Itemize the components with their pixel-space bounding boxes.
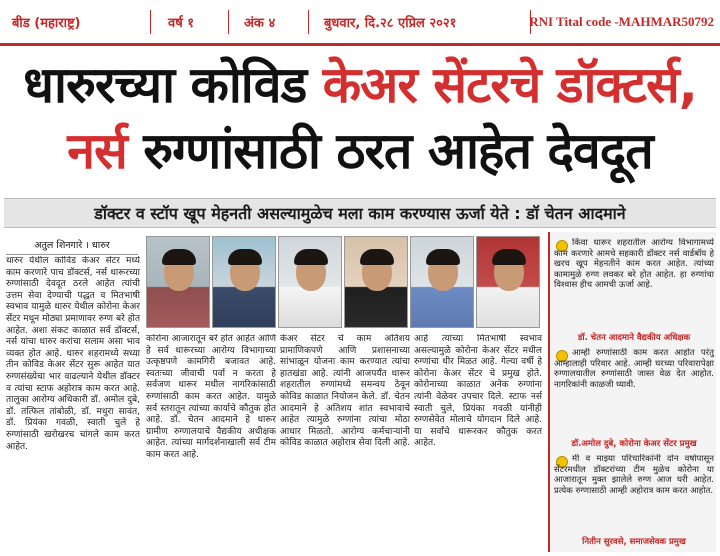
quote-text-1: किंवा धारूर शहरातील आरोग्य विभागामध्ये काम करणारे आमचे सहकारी डॉक्टर नर्स वार्डबॉय हे खरच खूप मेहनतीने काम करत आहेत. त्यांच्या कामामुळे रुग्ण लवकर बरे होत आहेत. हा रुग्णांचा विश्वास हीच आमची ऊर्जा आहे. [554,238,714,291]
masthead-year: वर्ष १ [168,16,195,31]
portrait-6-icon [476,236,540,328]
quote-text-3: मी व माझ्या परिचारिकांनी दोन वर्षापासून सेंटरमधील डॉक्टरांच्या टीम मुळेच कोरोना या आजारातून मुक्त झालेले रुग्ण आज घरी आहेत. प्रत्येक रुग्णासाठी आम्ही अहोरात्र काम करत आहोत. [554,454,714,496]
masthead-rni-code: RNI Tital code -MAHMAR50792 [529,14,714,29]
headline-part-red: नर्स [67,122,127,180]
headline-part-black: धारुरच्या कोविड [23,56,307,114]
hair-shape [426,249,460,265]
hair-shape [492,249,526,265]
masthead-date: बुधवार, दि.२८ एप्रिल २०२१ [324,16,457,31]
quote-attribution-3: नितीन सुरवसे, समाजसेवक प्रमुख [582,537,686,547]
masthead-issue: अंक ४ [244,16,276,31]
article-column-3: केअर सेंटर चे काम अतिशय प्रामाणिकपणे आणि प्रशासनाच्या सांभाळून योजना काम करण्यात त्यांचा हातखंडा आहे. त्यांनी आजपर्यंत धारूर शहरातील रुग्णांमध्ये समन्वय ठेवून कोविड काळात नियोजन केले. डॉ. चेतन आदमाने हे अतिशय शांत स्वभावाचे आहेत त्यामुळे रुग्णांना त्यांचा मोठा आधार मिळतो. आरोग्य कर्मचाऱ्यांनी कोविड काळात अहोरात्र सेवा दिली आहे. [280,334,410,449]
headline [0,52,720,186]
hair-shape [294,249,328,265]
masthead-divider [228,10,229,34]
masthead-place: बीड (महाराष्ट्र) [12,16,81,31]
hair-shape [162,249,196,265]
masthead-divider [308,10,309,34]
portrait-2-icon [212,236,276,328]
portrait-1-icon [146,236,210,328]
article-column-1: धारुर येथील कोविड केअर सेंटर मध्ये काम करणारे पाच डॉक्टर्स, नर्स धारूरच्या रुग्णांसाठी देवदूत ठरले आहेत त्यांची उत्तम सेवा देण्याची पद्धत व मितभाषी स्वभाव यामुळे धारुर येथील कोरोना केअर सेंटर मधून मोठ्या प्रमाणावर रुग्ण बरे होत आहेत. अशा संकट काळात सर्व डॉक्टर्स, नर्स यांचा धारुर करांचा सलाम असा भाव व्यक्त होत आहे. धारुर शहरामध्ये सध्या तीन कोविड केअर सेंटर सुरू आहेत यात रुग्णसंख्येचा भार वाढल्याने येथील डॉक्टर व त्यांचा स्टाफ अहोरात्र काम करत आहे. तालुका आरोग्य अधिकारी डॉ. अमोल दुबे, डॉ. तत्फिल तांबोळी, डॉ. मधुरा सावंत, डॉ. प्रियंका गवळी, स्वाती चुले हे रुग्णांसाठी खरोखरच चांगले काम करत आहेत. [6,256,140,452]
hair-shape [228,249,262,265]
quotes-panel [548,232,716,552]
masthead [0,0,720,46]
subheadline: डॉक्टर व स्टॉप खूप मेहनती असल्यामुळेच मला काम करण्यास ऊर्जा येते : डॉ चेतन आदमाने [4,198,716,228]
headline-part-red: केअर सेंटरचे डॉक्टर्स, [322,56,697,114]
article-column-4: आहे त्यांच्या मितभाषी स्वभाव असल्यामुळे कोरोना केअर सेंटर मधील रुग्णांचा धीर मिळत आहे. गेल्या वर्षी हे कोरोना केअर सेंटर चे प्रमुख होते. कोरोनाच्या काळात अनेक रुग्णांना त्यांनी वेळेवर उपचार दिले. स्टाफ नर्स स्वाती चुले, प्रियंका गवळी यांनीही रुग्णसेवेत मोलाचे योगदान दिले आहे. या सर्वांचे धारूरकर कौतुक करत आहेत. [414,334,542,449]
portrait-3-icon [278,236,342,328]
headline-line-2 [0,118,720,184]
quote-text-2: आम्ही रुग्णांसाठी काम करत आहोत परंतु आम्हालाही परिवार आहे. आम्ही घरच्या परिवारापेक्षा रुग्णालयातील रुग्णांसाठी जास्त वेळ देत आहोत. नागरिकांनी काळजी घ्यावी. [554,348,714,390]
hair-shape [360,249,394,265]
quote-attribution-1: डॉ. चेतन आदमाने वैद्यकीय अधिक्षक [577,333,691,343]
headline-part-black: रुग्णांसाठी ठरत आहेत देवदूत [143,122,653,180]
headline-line-1 [0,52,720,118]
masthead-divider [150,10,151,34]
portrait-5-icon [410,236,474,328]
quote-attribution-2: डॉ.अमोल दुबे, कोरोना केअर सेंटर प्रमुख [571,439,697,449]
byline: अतुल शिनगारे । धारुर [6,238,138,255]
portrait-4-icon [344,236,408,328]
article-column-2: कोरोना आजारातून बरे होत आहेत आणि हे सर्व धारूरच्या आरोग्य विभागाच्या उत्कृष्ठपणे कामगिरी बजावत आहे. स्वतःच्या जीवाची पर्वा न करता हे सर्वजण धारूर मधील नागरिकांसाठी रुग्णांसाठी काम करत आहेत. यामुळे सर्व स्तरातून त्यांच्या कार्याचे कौतुक होत आहे. डॉ. चेतन आदमाने हे धारूर ग्रामीण रुग्णालयाचे वैद्यकीय अधीक्षक आहेत. त्यांच्या मार्गदर्शनाखाली सर्व टीम काम करत आहे. [146,334,276,460]
